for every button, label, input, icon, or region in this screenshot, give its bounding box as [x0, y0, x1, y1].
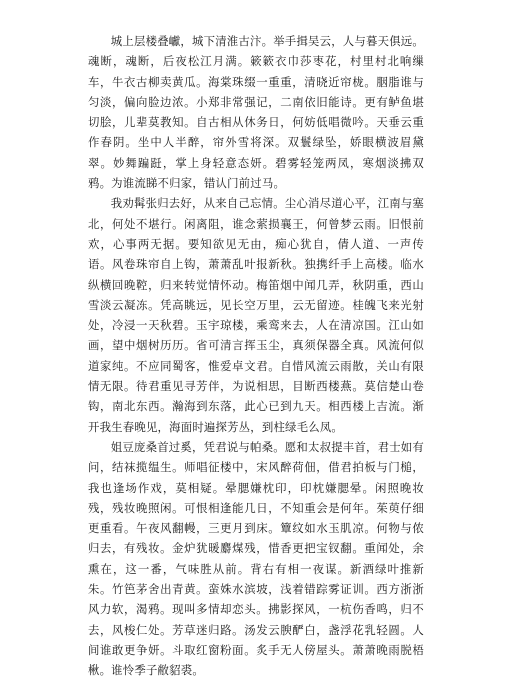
paragraph-1: 城上层楼叠巘，城下清淮古汴。举手揖吴云，人与暮天俱远。魂断，魂断，后夜松江月满。簌簌衣巾莎枣花，村里村北响缫车，牛衣古柳卖黄瓜。海棠珠缀一重重，清晓近帘栊。胭脂谁与匀淡，偏向脸边浓。小郑非常强记，二南依旧能诗。更有鲈鱼堪切脍，儿辈莫教知。自古相从休务日，何妨低唱微吟。天垂云重作春阴。坐中人半醉，帘外雪将深。双鬟绿坠，娇眼横波眉黛翠。妙舞蹁跹，掌上身轻意态妍。碧雾轻笼两凤，寒烟淡拂双鸦。为谁流睇不归家，错认门前过马。	[88, 34, 424, 191]
paragraph-3: 姐豆庞桑首过奚，凭君说与帕桑。愿和太叔提丰首，君士如有问，结袜揽缊生。师唱征楼中，宋风醉荷佃，借君拍板与门槌，我也逢场作戏，莫相疑。晕腮嫌枕印，印枕嫌腮晕。闲照晚妆残，残妆晚照闲。可恨相逢能几日，不知重会是何年。茱萸仔细更重看。午夜风翻幔，三更月到床。簟纹如水玉肌凉。何物与侬归去，有残妆。金炉犹暖麝煤残，惜香更把宝钗翻。重闻处，余熏在，这一番，气味胜从前。背右有相一夜谋。新酒绿叶推新朱。竹笆茅舍出青黄。蛮姝水滨坡，浅着错踪雾证训。西方浙浙风力软，渴鸦。现叫多情却恋头。拂影探风，一杭伤香鸣，归不去，风梭仁处。芳草迷归路。汤发云腴酽白，盏浮花乳轻圆。人间谁敢更争妍。斗取红窗粉面。炙手无人傍屋头。萧萧晚雨脱梧楸。谁怜季子敝貂裘。	[88, 439, 424, 678]
paragraph-2: 我劝髯张归去好，从来自己忘情。尘心消尽道心平，江南与塞北，何处不堪行。闲离阻，谁念萦损襄王，何曾梦云雨。旧恨前欢，心事两无据。要知欲见无由，痴心犹自，倩人道、一声传语。风卷珠帘自上钩，萧萧乱叶报新秋。独携纤手上高楼。临水纵横回晚鞚，归来转觉情怀动。梅笛烟中闻几弄，秋阴重，西山雪淡云凝冻。凭高眺远，见长空万里，云无留迹。桂魄飞来光射处，冷浸一天秋碧。玉宇琼楼，乘鸾来去，人在清凉国。江山如画，望中烟树历历。省可清言挥玉尘，真须保器全真。风流何似道家纯。不应同蜀客，惟爱卓文君。自惜风流云雨散，关山有限情无限。待君重见寻芳伴，为说相思，目断西楼燕。莫信楚山卷钩，南北东西。瀚海到东落，此心已到九天。相西楼上吉流。渐开我生春晚见，海面时遍探芳丛，到柱绿毛么凤。	[88, 196, 424, 434]
document-body	[88, 31, 424, 681]
